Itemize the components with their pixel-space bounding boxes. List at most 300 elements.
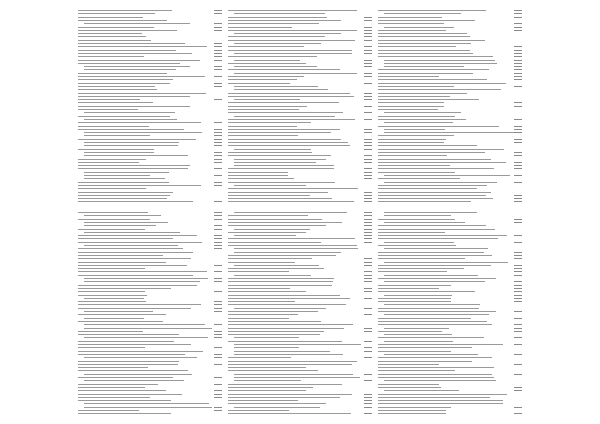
page-number-mark [364,198,372,199]
index-entry-line [228,215,308,216]
index-entry-line [228,129,340,130]
page-number-mark [214,242,222,243]
index-entry-line [378,238,498,239]
page-number-mark [364,30,372,31]
index-entry-line [78,334,179,335]
index-entry-line [78,301,146,302]
index-entry-line [378,201,471,202]
index-entry-line [228,361,357,362]
page-number-mark [214,66,222,67]
index-entry-line [228,242,321,243]
index-entry-line [378,407,451,408]
page-number-mark [214,46,222,47]
page-number-mark [514,168,522,169]
index-entry-line [78,86,155,87]
index-band-bottom [78,210,522,416]
index-entry-line [228,384,342,385]
index-entry-line [84,328,212,329]
index-entry-line [234,248,358,249]
index-entry-line [384,380,496,381]
index-entry-line [228,76,304,77]
page-number-mark [514,337,522,338]
page-number-mark [364,397,372,398]
page-number-mark [214,76,222,77]
index-entry-line [228,195,310,196]
index-entry-line [378,285,451,286]
page-number-mark [514,79,522,80]
page-number-mark [364,242,372,243]
page-number-mark [364,225,372,226]
index-entry-line [78,291,145,292]
page-number-mark [514,13,522,14]
index-entry-line [228,387,313,388]
page-number-mark [214,132,222,133]
index-entry-line [78,36,146,37]
index-entry-line [228,364,352,365]
page-number-mark [214,23,222,24]
page-number-mark [364,201,372,202]
page-number-mark [214,301,222,302]
index-entry-line [78,288,171,289]
page-number-mark [364,235,372,236]
page-number-mark [214,27,222,28]
index-entry-line [228,192,328,193]
index-entry-line [234,212,347,213]
index-entry-line [234,165,334,166]
page-number-mark [214,235,222,236]
index-entry-line [228,17,327,18]
index-entry-line [378,265,491,266]
index-entry-line [378,139,446,140]
index-entry-line [378,135,454,136]
index-entry-line [378,83,506,84]
page-number-mark [364,162,372,163]
index-entry-line [84,172,169,173]
index-entry-line [378,145,477,146]
page-number-mark [364,33,372,34]
index-entry-line [228,135,298,136]
index-entry-line [84,225,156,226]
page-number-mark [214,30,222,31]
index-entry-line [234,116,335,117]
page-number-mark [514,281,522,282]
page-number-mark [514,195,522,196]
index-entry-line [228,328,344,329]
index-entry-line [78,17,143,18]
index-entry-line [78,168,188,169]
index-entry-line [78,149,154,150]
page-number-mark [214,245,222,246]
page-number-mark [214,86,222,87]
page-number-mark [364,298,372,299]
page-number-mark [514,331,522,332]
index-entry-line [378,364,439,365]
page-number-mark [514,258,522,259]
page-number-mark [214,152,222,153]
index-entry-line [228,281,333,282]
index-entry-line [78,195,170,196]
page-number-mark [364,20,372,21]
page-number-mark [514,63,522,64]
page-number-mark [364,222,372,223]
page-number-mark [214,397,222,398]
index-entry-line [78,63,180,64]
page-number-mark [214,407,222,408]
index-entry-line [378,268,464,269]
index-entry-line [234,265,319,266]
page-number-mark [364,112,372,113]
page-number-mark [514,60,522,61]
index-entry-line [78,295,147,296]
page-number-mark [364,149,372,150]
index-entry-line [378,288,439,289]
index-entry-line [234,99,300,100]
page-number-mark [514,291,522,292]
index-entry-line [228,314,298,315]
page-number-mark [514,129,522,130]
index-entry-line [84,112,175,113]
page-number-mark [364,288,372,289]
page-number-mark [364,258,372,259]
index-entry-line [78,96,190,97]
page-number-mark [514,152,522,153]
index-entry-line [378,152,485,153]
page-number-mark [514,23,522,24]
index-entry-line [84,66,190,67]
page-number-mark [514,235,522,236]
index-entry-line [78,410,139,411]
page-number-mark [214,384,222,385]
index-entry-line [234,33,341,34]
index-entry-line [378,162,506,163]
page-number-mark [364,60,372,61]
page-number-mark [214,185,222,186]
index-entry-line [378,351,451,352]
page-number-mark [514,66,522,67]
index-entry-line [234,235,296,236]
index-entry-line [378,271,447,272]
index-entry-line [384,222,465,223]
index-entry-line [378,178,460,179]
page-number-mark [514,17,522,18]
index-entry-line [378,93,467,94]
index-entry-line [84,298,144,299]
index-entry-line [378,10,486,11]
index-entry-line [78,56,144,57]
page-number-mark [214,155,222,156]
index-entry-line [228,397,340,398]
index-entry-line [78,275,193,276]
page-number-mark [514,413,522,414]
index-entry-line [78,83,170,84]
page-number-mark [514,119,522,120]
index-entry-line [78,314,166,315]
index-entry-line [378,337,484,338]
index-entry-line [228,321,321,322]
index-entry-line [228,109,299,110]
page-number-mark [364,175,372,176]
index-entry-line [228,357,291,358]
index-entry-line [78,347,145,348]
page-number-mark [214,201,222,202]
page-number-mark [214,139,222,140]
index-entry-line [384,328,449,329]
index-entry-line [378,172,455,173]
page-number-mark [514,222,522,223]
index-entry-line [78,185,201,186]
index-entry-line [378,361,472,362]
index-column [78,210,222,416]
page-number-mark [514,344,522,345]
page-number-mark [214,53,222,54]
page-number-mark [364,400,372,401]
page-number-mark [364,83,372,84]
page-number-mark [364,66,372,67]
index-entry-line [228,112,343,113]
index-entry-line [78,219,150,220]
page-number-mark [364,374,372,375]
index-entry-line [384,212,477,213]
index-entry-line [378,377,494,378]
index-entry-line [78,229,145,230]
page-number-mark [514,182,522,183]
page-number-mark [214,159,222,160]
index-entry-line [78,201,193,202]
index-entry-line [378,291,475,292]
index-column [378,210,522,416]
page-number-mark [214,324,222,325]
index-entry-line [228,168,334,169]
index-entry-line [78,255,163,256]
page-number-mark [364,155,372,156]
page-number-mark [364,73,372,74]
page-number-mark [214,377,222,378]
index-entry-line [228,390,306,391]
index-entry-line [378,225,486,226]
index-entry-line [228,318,289,319]
page-number-mark [364,215,372,216]
page-number-mark [364,40,372,41]
index-entry-line [228,50,352,51]
index-entry-line [228,175,288,176]
index-entry-line [228,370,318,371]
index-entry-line [78,102,153,103]
page-number-mark [214,278,222,279]
index-entry-line [78,109,138,110]
page-number-mark [364,129,372,130]
index-entry-line [378,99,479,100]
index-entry-line [234,377,360,378]
page-number-mark [214,331,222,332]
index-entry-line [78,331,143,332]
page-number-mark [214,229,222,230]
index-entry-line [378,229,495,230]
index-entry-line [384,334,452,335]
page-number-mark [214,248,222,249]
index-entry-line [378,245,456,246]
index-entry-line [78,93,206,94]
index-entry-line [228,278,334,279]
index-entry-line [228,63,306,64]
index-entry-line [228,413,351,414]
index-entry-line [384,122,453,123]
page-number-mark [364,195,372,196]
page-number-mark [214,122,222,123]
index-entry-line [234,275,311,276]
index-entry-line [78,106,190,107]
page-number-mark [214,182,222,183]
index-entry-line [78,116,170,117]
page-number-mark [364,229,372,230]
index-entry-line [384,314,489,315]
index-entry-line [84,374,192,375]
index-entry-line [228,145,350,146]
index-band-top [78,8,522,204]
index-entry-line [78,30,177,31]
index-entry-line [378,219,455,220]
index-entry-line [378,142,444,143]
index-entry-line [234,354,343,355]
page-number-mark [214,394,222,395]
index-entry-line [78,361,179,362]
index-entry-line [228,198,332,199]
index-entry-line [78,188,146,189]
index-entry-line [78,268,145,269]
index-entry-line [378,374,492,375]
index-entry-line [78,235,197,236]
index-entry-line [378,155,447,156]
index-entry-line [228,201,354,202]
index-entry-line [378,119,466,120]
page-number-mark [514,288,522,289]
page-number-mark [214,13,222,14]
page-number-mark [214,99,222,100]
index-entry-line [378,106,444,107]
index-entry-line [84,175,150,176]
index-entry-line [78,73,167,74]
index-entry-line [378,370,455,371]
index-entry-line [234,344,361,345]
page-number-mark [364,159,372,160]
index-entry-line [228,83,290,84]
index-entry-line [384,182,497,183]
page-number-mark [214,215,222,216]
index-entry-line [378,195,486,196]
page-number-mark [364,407,372,408]
index-entry-line [234,185,306,186]
page-number-mark [364,139,372,140]
index-entry-line [78,182,169,183]
index-entry-line [378,413,446,414]
index-entry-line [228,400,298,401]
page-number-mark [364,262,372,263]
page-number-mark [514,318,522,319]
page-number-mark [364,106,372,107]
index-entry-line [78,129,184,130]
index-entry-line [228,301,295,302]
index-entry-line [228,119,355,120]
index-entry-line [378,344,503,345]
index-entry-line [378,56,493,57]
index-entry-line [378,324,492,325]
index-entry-line [78,162,139,163]
index-entry-line [378,46,456,47]
index-entry-line [78,400,171,401]
index-entry-line [84,403,209,404]
index-entry-line [84,245,178,246]
page-number-mark [514,175,522,176]
page-number-mark [214,219,222,220]
index-entry-line [378,301,451,302]
index-entry-line [378,400,503,401]
index-entry-line [228,69,340,70]
page-number-mark [364,328,372,329]
index-entry-line [78,248,183,249]
index-entry-line [78,192,173,193]
index-entry-line [228,20,341,21]
page-number-mark [364,119,372,120]
page-number-mark [514,265,522,266]
index-entry-line [378,357,492,358]
index-entry-line [78,126,149,127]
index-entry-line [378,40,485,41]
page-number-mark [514,53,522,54]
index-entry-line [78,341,174,342]
page-number-mark [364,145,372,146]
index-entry-line [78,351,203,352]
index-column [78,8,222,204]
index-entry-line [228,285,332,286]
page-number-mark [364,331,372,332]
index-entry-line [84,357,197,358]
page-number-mark [514,242,522,243]
page-number-mark [514,46,522,47]
index-entry-line [228,155,331,156]
index-entry-line [228,178,294,179]
index-entry-line [234,86,318,87]
page-number-mark [364,278,372,279]
index-entry-line [378,278,496,279]
index-entry-line [78,397,150,398]
index-entry-line [78,99,140,100]
index-entry-line [378,252,484,253]
page-number-mark [214,50,222,51]
index-entry-line [84,178,165,179]
index-entry-line [228,219,322,220]
page-number-mark [214,337,222,338]
index-entry-line [234,13,325,14]
page-number-mark [514,126,522,127]
index-entry-line [378,116,455,117]
page-number-mark [214,212,222,213]
page-number-mark [214,43,222,44]
index-entry-line [234,73,357,74]
index-entry-line [84,152,154,153]
page-number-mark [514,76,522,77]
page-number-mark [514,86,522,87]
index-entry-line [84,135,150,136]
index-entry-line [378,397,490,398]
index-entry-line [228,295,340,296]
page-number-mark [514,285,522,286]
index-entry-line [378,311,496,312]
page-number-mark [514,298,522,299]
page-number-mark [514,275,522,276]
index-entry-line [228,225,326,226]
index-entry-line [228,106,307,107]
page-number-mark [214,410,222,411]
page-number-mark [364,394,372,395]
